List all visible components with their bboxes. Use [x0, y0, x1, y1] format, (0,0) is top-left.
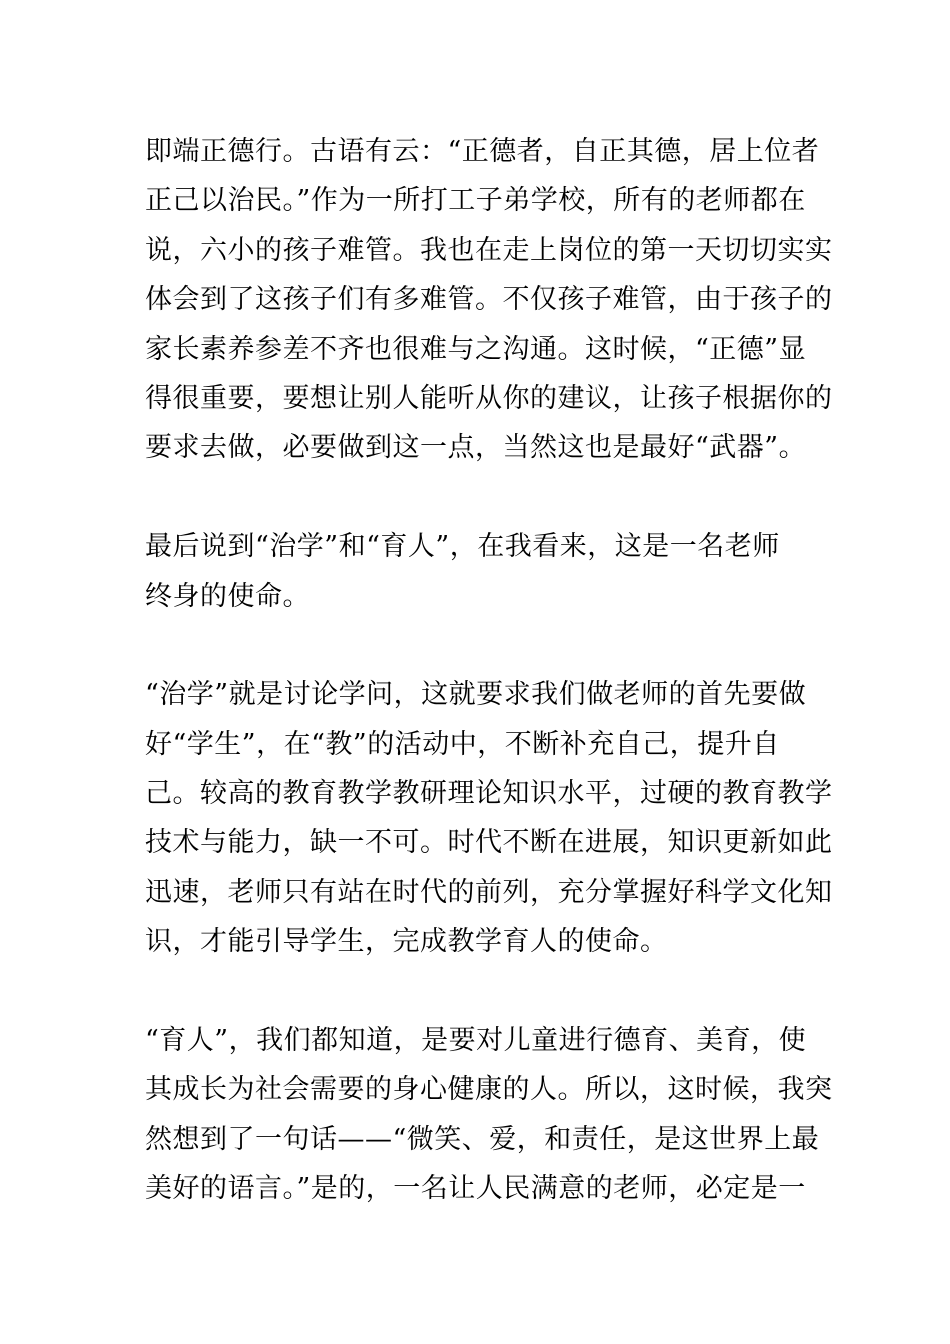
- text-line: 己。较高的教育教学教研理论知识水平，过硬的教育教学: [145, 778, 833, 810]
- text-line: 好“学生”，在“教”的活动中，不断补充自己，提升自: [145, 728, 780, 760]
- text-line: 说，六小的孩子难管。我也在走上岗位的第一天切切实实: [145, 234, 833, 266]
- text-line: 正己以治民。”作为一所打工子弟学校，所有的老师都在: [145, 185, 806, 217]
- text-line: 然想到了一句话——“微笑、爱，和责任，是这世界上最: [145, 1123, 820, 1155]
- text-line: 美好的语言。”是的，一名让人民满意的老师，必定是一: [145, 1173, 806, 1205]
- text-line: 体会到了这孩子们有多难管。不仅孩子难管，由于孩子的: [145, 284, 833, 316]
- paragraph-mission: [145, 522, 810, 621]
- text-line: 要求去做，必要做到这一点，当然这也是最好“武器”。: [145, 432, 807, 464]
- text-line: 终身的使命。: [145, 580, 310, 612]
- text-line: 其成长为社会需要的身心健康的人。所以，这时候，我突: [145, 1074, 833, 1106]
- text-line: 即端正德行。古语有云：“正德者，自正其德，居上位者: [145, 136, 820, 167]
- text-line: 家长素养参差不齐也很难与之沟通。这时候，“正德”显: [145, 333, 807, 365]
- text-line: “育人”，我们都知道，是要对儿童进行德育、美育，使: [145, 1025, 807, 1057]
- text-line: “治学”就是讨论学问，这就要求我们做老师的首先要做: [145, 679, 807, 711]
- paragraph-spacer: [145, 621, 810, 670]
- document-body: [145, 127, 833, 1214]
- paragraph-yuren: [145, 1016, 833, 1214]
- paragraph-spacer: [145, 967, 810, 1016]
- text-line: 最后说到“治学”和“育人”，在我看来，这是一名老师: [145, 531, 780, 563]
- text-line: 技术与能力，缺一不可。时代不断在进展，知识更新如此: [145, 827, 833, 859]
- text-line: 得很重要，要想让别人能听从你的建议，让孩子根据你的: [145, 382, 833, 414]
- paragraph-spacer: [145, 473, 810, 522]
- paragraph-zhengde: [145, 127, 833, 473]
- text-line: 识，才能引导学生，完成教学育人的使命。: [145, 926, 668, 958]
- text-line: 迅速，老师只有站在时代的前列，充分掌握好科学文化知: [145, 876, 833, 908]
- paragraph-zhixue: [145, 670, 833, 966]
